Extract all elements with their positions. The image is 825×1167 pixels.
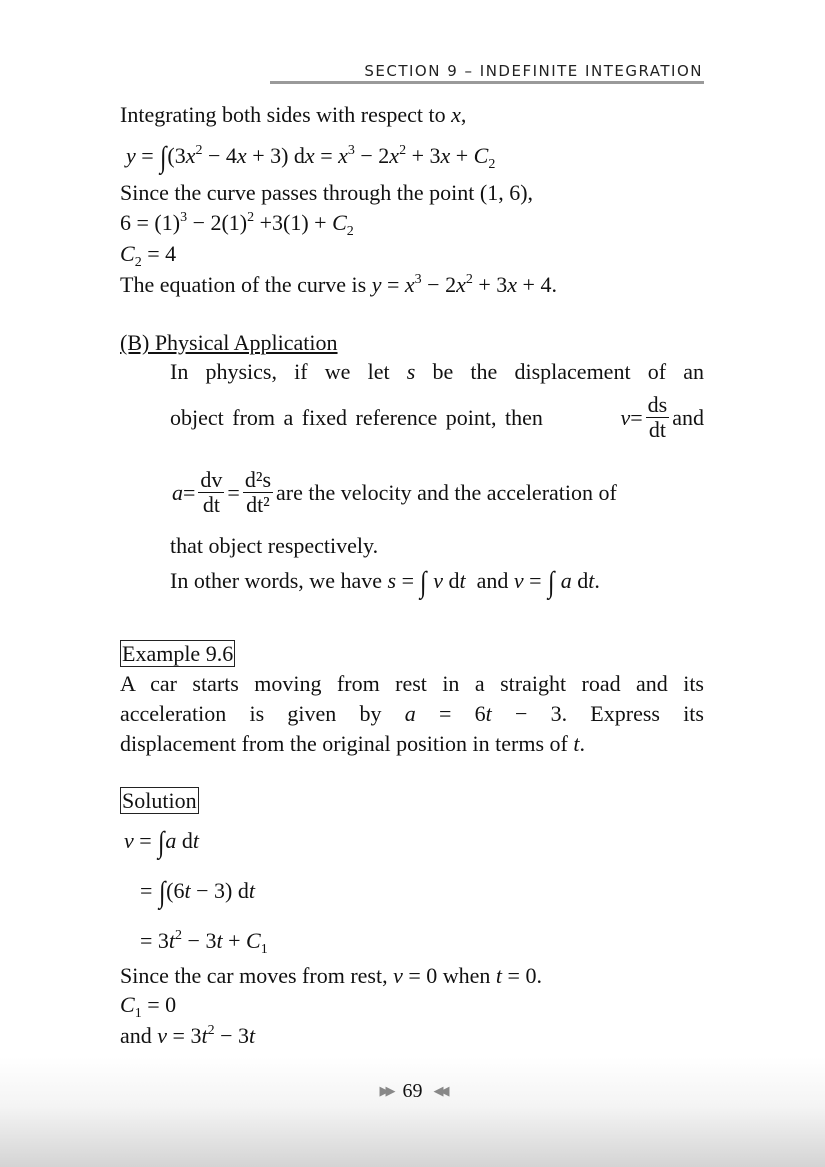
text-run: + 4.	[517, 272, 557, 297]
text-run: s	[406, 359, 416, 384]
text-run: x	[451, 102, 461, 127]
text-line	[170, 532, 378, 560]
text-run: t	[588, 568, 595, 593]
text-run: =	[314, 143, 339, 168]
text-run: =	[140, 878, 158, 903]
text-run: +	[222, 928, 247, 953]
text-run: =	[227, 479, 240, 505]
text-run: v	[427, 568, 443, 593]
text-run: = 4	[141, 241, 177, 266]
text-line	[120, 179, 533, 207]
text-run: t	[248, 878, 255, 903]
text-run: = 3	[167, 1023, 202, 1048]
paragraph-line	[170, 358, 704, 386]
text-run: x	[389, 143, 400, 168]
text-run: Since the curve passes through the point (1, 6),	[120, 180, 534, 205]
text-run: =	[183, 479, 196, 505]
text-run: ,	[460, 102, 467, 127]
section-header: SECTION 9 – INDEFINITE INTEGRATION	[364, 62, 703, 80]
text-run: 6 = (1)	[120, 210, 181, 235]
text-run: y	[126, 143, 136, 168]
text-run: In physics, if we let	[170, 359, 407, 384]
text-line	[120, 101, 466, 129]
text-run: object from a fixed reference point, then	[170, 404, 543, 430]
text-run: − 2	[421, 272, 457, 297]
text-run: =	[381, 272, 405, 297]
text-run: =	[630, 404, 643, 430]
text-run: =	[135, 143, 160, 168]
text-run: = 3	[140, 928, 169, 953]
text-run: (3	[167, 143, 186, 168]
text-run: 2	[247, 210, 255, 225]
equation-line	[120, 240, 176, 268]
text-run: Integrating both sides with respect to	[120, 102, 452, 127]
equation-line	[140, 927, 268, 955]
text-run: 2	[195, 143, 203, 158]
text-run: + 3	[472, 272, 508, 297]
paragraph-line-acceleration	[172, 468, 617, 517]
text-run: − 3	[214, 1023, 249, 1048]
text-run: x	[440, 143, 451, 168]
text-run: C	[120, 992, 135, 1017]
text-run: (6	[166, 878, 185, 903]
equation-line	[120, 209, 354, 237]
text-run: =	[396, 568, 420, 593]
text-run: t	[168, 928, 176, 953]
numerator: dv	[200, 467, 223, 492]
text-line: In other words, we have s = ∫ v dt and v = ∫ a dt.	[170, 566, 600, 599]
text-run: d	[176, 828, 193, 853]
page-number: 69	[402, 1080, 423, 1102]
text-run: 3	[180, 210, 188, 225]
equation-line	[120, 1022, 255, 1050]
text-run: = 0.	[502, 963, 542, 988]
numerator: d²s	[244, 467, 272, 492]
text-run: + 3	[406, 143, 441, 168]
text-run: displacement from the original position in terms of	[120, 731, 574, 756]
fraction-ds-dt	[646, 393, 670, 442]
text-run: v	[124, 828, 134, 853]
text-run: − 2(1)	[187, 210, 248, 235]
text-run: t	[184, 878, 191, 903]
equation-line: = ∫(6t − 3) dt	[140, 876, 255, 909]
text-run: 2	[399, 143, 407, 158]
denominator: dt²	[246, 492, 270, 517]
text-run: be the displacement of an	[415, 359, 704, 384]
text-line	[120, 962, 542, 990]
text-run: =	[523, 568, 548, 593]
text-run: t	[495, 963, 503, 988]
paragraph-line	[120, 730, 585, 758]
text-run: +	[450, 143, 474, 168]
text-run: are the velocity and the acceleration of	[276, 479, 617, 505]
text-run: d	[571, 568, 589, 593]
text-run: C	[332, 210, 347, 235]
text-run: C	[246, 928, 261, 953]
numerator: ds	[647, 392, 668, 417]
text-run: y	[371, 272, 382, 297]
text-run: v	[157, 1023, 168, 1048]
denominator: dt	[202, 492, 220, 517]
text-run: acceleration is given by	[120, 701, 405, 726]
equation-line	[120, 991, 176, 1019]
text-run: x	[456, 272, 466, 297]
text-run: a	[165, 828, 177, 853]
denominator: dt	[648, 417, 667, 442]
text-run: t	[216, 928, 223, 953]
header-rule	[270, 81, 704, 84]
text-run: and	[672, 404, 704, 430]
solution-label: Solution	[122, 788, 197, 813]
page-number-footer	[0, 1080, 825, 1103]
text-run: t	[249, 1023, 256, 1048]
paragraph-line-velocity	[170, 393, 704, 442]
text-run: a	[404, 701, 416, 726]
equation-line: v = ∫a dt	[124, 826, 200, 859]
paragraph-line	[120, 700, 704, 728]
text-run: x	[185, 143, 196, 168]
text-run: d	[442, 568, 460, 593]
text-run: x	[304, 143, 315, 168]
text-run: a	[555, 568, 572, 593]
text-run: s	[387, 568, 397, 593]
text-run: 1	[134, 1006, 142, 1021]
text-run: t	[485, 701, 492, 726]
text-run: 1	[260, 942, 268, 957]
text-run: t	[573, 731, 580, 756]
text-run: The equation of the curve is	[120, 272, 372, 297]
text-run: v	[620, 404, 631, 430]
text-run: and	[465, 568, 514, 593]
text-run: a	[172, 479, 183, 505]
equation-integral: $y = \int(3x^2 - 4x + 3)$ dx = $x^3 - 2x^2 + 3x + C_2$	[126, 141, 496, 174]
paragraph-line: A car starts moving from rest in a straight road and its	[120, 671, 704, 696]
text-run: x	[404, 272, 415, 297]
text-run: x	[236, 143, 247, 168]
text-run: − 3	[182, 928, 217, 953]
text-run: .	[594, 568, 600, 593]
text-run: 2	[134, 255, 142, 270]
fraction-d2s-dt2	[243, 468, 273, 517]
text-run: 2	[488, 157, 496, 172]
page-bottom-shade	[0, 1057, 825, 1167]
text-run: − 3. Express its	[491, 701, 704, 726]
text-run: C	[120, 241, 135, 266]
text-run: and	[120, 1023, 158, 1048]
example-label: Example 9.6	[122, 641, 234, 666]
text-run: + 3) d	[246, 143, 305, 168]
text-run: x	[507, 272, 518, 297]
text-run: In other words, we have	[170, 568, 388, 593]
text-run: x	[338, 143, 348, 168]
text-run: − 4	[202, 143, 237, 168]
left-arrows-icon: ◀◀	[433, 1084, 446, 1099]
text-run: that object respectively.	[170, 533, 379, 558]
right-arrows-icon: ▶▶	[379, 1084, 392, 1099]
text-run: +3(1) +	[254, 210, 333, 235]
text-line	[120, 271, 557, 299]
text-run: 2	[465, 272, 473, 287]
text-run: − 3) d	[190, 878, 249, 903]
text-run: .	[579, 731, 585, 756]
text-run: t	[459, 568, 466, 593]
text-run: t	[192, 828, 200, 853]
text-run: = 6	[415, 701, 486, 726]
fraction-dv-dt	[198, 468, 224, 517]
text-run: t	[201, 1023, 208, 1048]
text-run: − 2	[354, 143, 390, 168]
section-heading: (B) Physical Application	[120, 330, 338, 355]
text-run: 3	[347, 143, 355, 158]
text-run: = 0 when	[402, 963, 496, 988]
text-run: = 0	[141, 992, 177, 1017]
text-run: 2	[346, 224, 354, 239]
text-run: 3	[414, 272, 422, 287]
text-run: v	[393, 963, 403, 988]
text-run: 2	[175, 928, 183, 943]
text-run: 2	[207, 1023, 215, 1038]
text-run: =	[133, 828, 158, 853]
text-run: C	[473, 143, 489, 168]
text-run: Since the car moves from rest,	[120, 963, 394, 988]
text-run: v	[513, 568, 524, 593]
